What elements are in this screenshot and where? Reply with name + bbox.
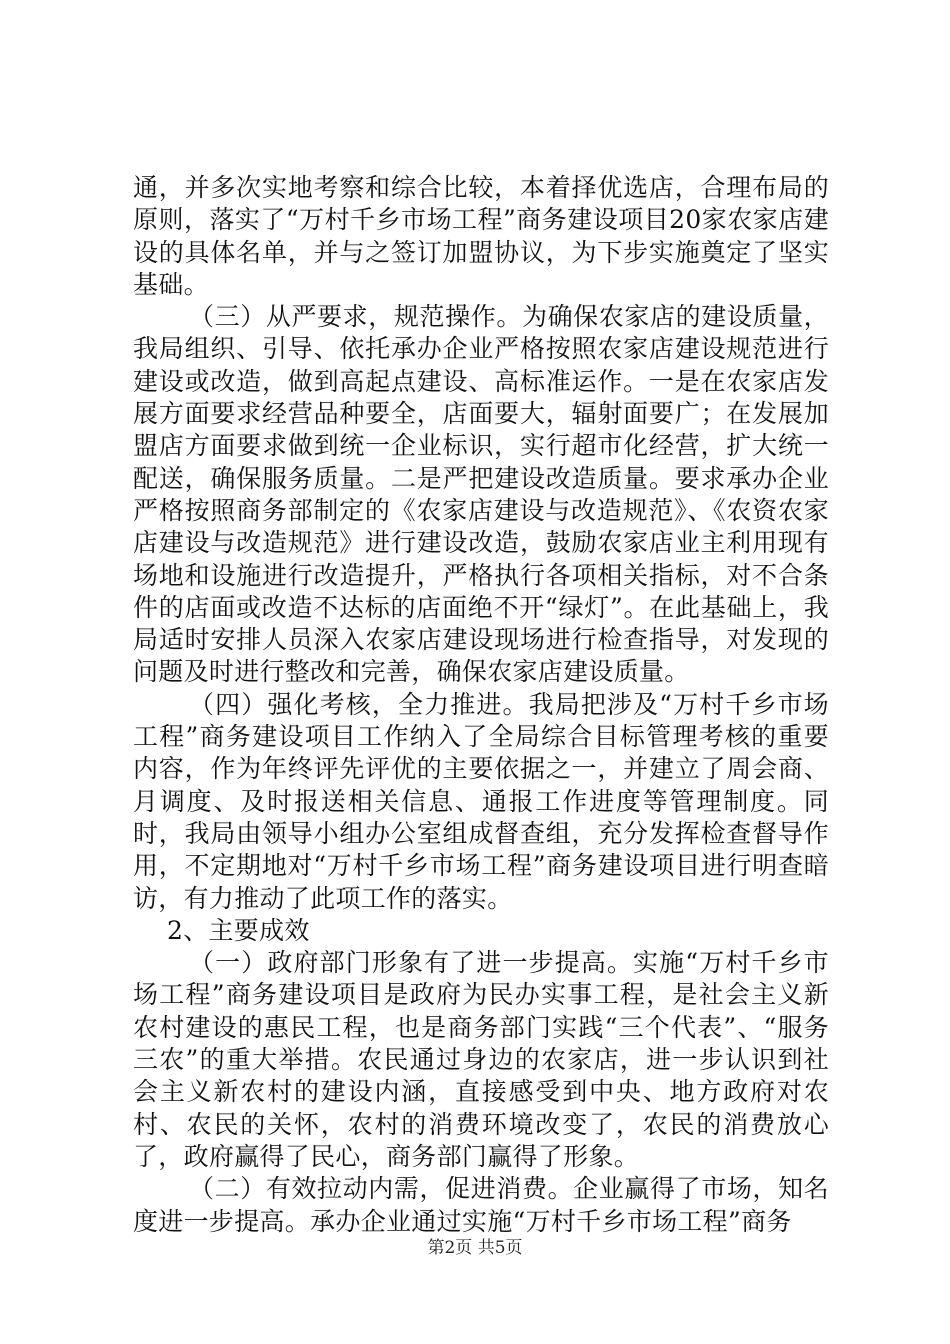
paragraph-result-two: （二）有效拉动内需，促进消费。企业赢得了市场，知名度进一步提高。承办企业通过实施“万村千乡市场工程”商务 xyxy=(133,1174,829,1236)
paragraph-continuation: 通，并多次实地考察和综合比较，本着择优选店，合理布局的原则，落实了“万村千乡市场工程”商务建设项目20家农家店建设的具体名单，并与之签订加盟协议，为下步实施奠定了坚实基础。 xyxy=(133,173,829,299)
paragraph-section-four: （四）强化考核，全力推进。我局把涉及“万村千乡市场工程”商务建设项目工作纳入了全局综合目标管理考核的重要内容，作为年终评先评优的主要依据之一，并建立了周会商、月调度、及时报送相关信息、通报工作进度等管理制度。同时，我局由领导小组办公室组成督查组，充分发挥检查督导作用，不定期地对“万村千乡市场工程”商务建设项目进行明查暗访，有力推动了此项工作的落实。 xyxy=(133,689,829,913)
section-heading-main-results: 2、主要成效 xyxy=(167,915,310,945)
page-number-footer: 第2页 共5页 xyxy=(427,1238,523,1258)
paragraph-section-three: （三）从严要求，规范操作。为确保农家店的建设质量，我局组织、引导、依托承办企业严格按照农家店建设规范进行建设或改造，做到高起点建设、高标准运作。一是在农家店发展方面要求经营品种要全，店面要大，辐射面要广；在发展加盟店方面要求做到统一企业标识，实行超市化经营，扩大统一配送，确保服务质量。二是严把建设改造质量。要求承办企业严格按照商务部制定的《农家店建设与改造规范》、《农资农家店建设与改造规范》进行建设改造，鼓励农家店业主利用现有场地和设施进行改造提升，严格执行各项相关指标，对不合条件的店面或改造不达标的店面绝不开“绿灯”。在此基础上，我局适时安排人员深入农家店建设现场进行检查指导，对发现的问题及时进行整改和完善，确保农家店建设质量。 xyxy=(133,302,829,687)
paragraph-result-one: （一）政府部门形象有了进一步提高。实施“万村千乡市场工程”商务建设项目是政府为民办实事工程，是社会主义新农村建设的惠民工程，也是商务部门实践“三个代表”、“服务三农”的重大举措。农民通过身边的农家店，进一步认识到社会主义新农村的建设内涵，直接感受到中央、地方政府对农村、农民的关怀，农村的消费环境改变了，农民的消费放心了，政府赢得了民心，商务部门赢得了形象。 xyxy=(133,948,829,1171)
document-body xyxy=(133,172,829,1238)
